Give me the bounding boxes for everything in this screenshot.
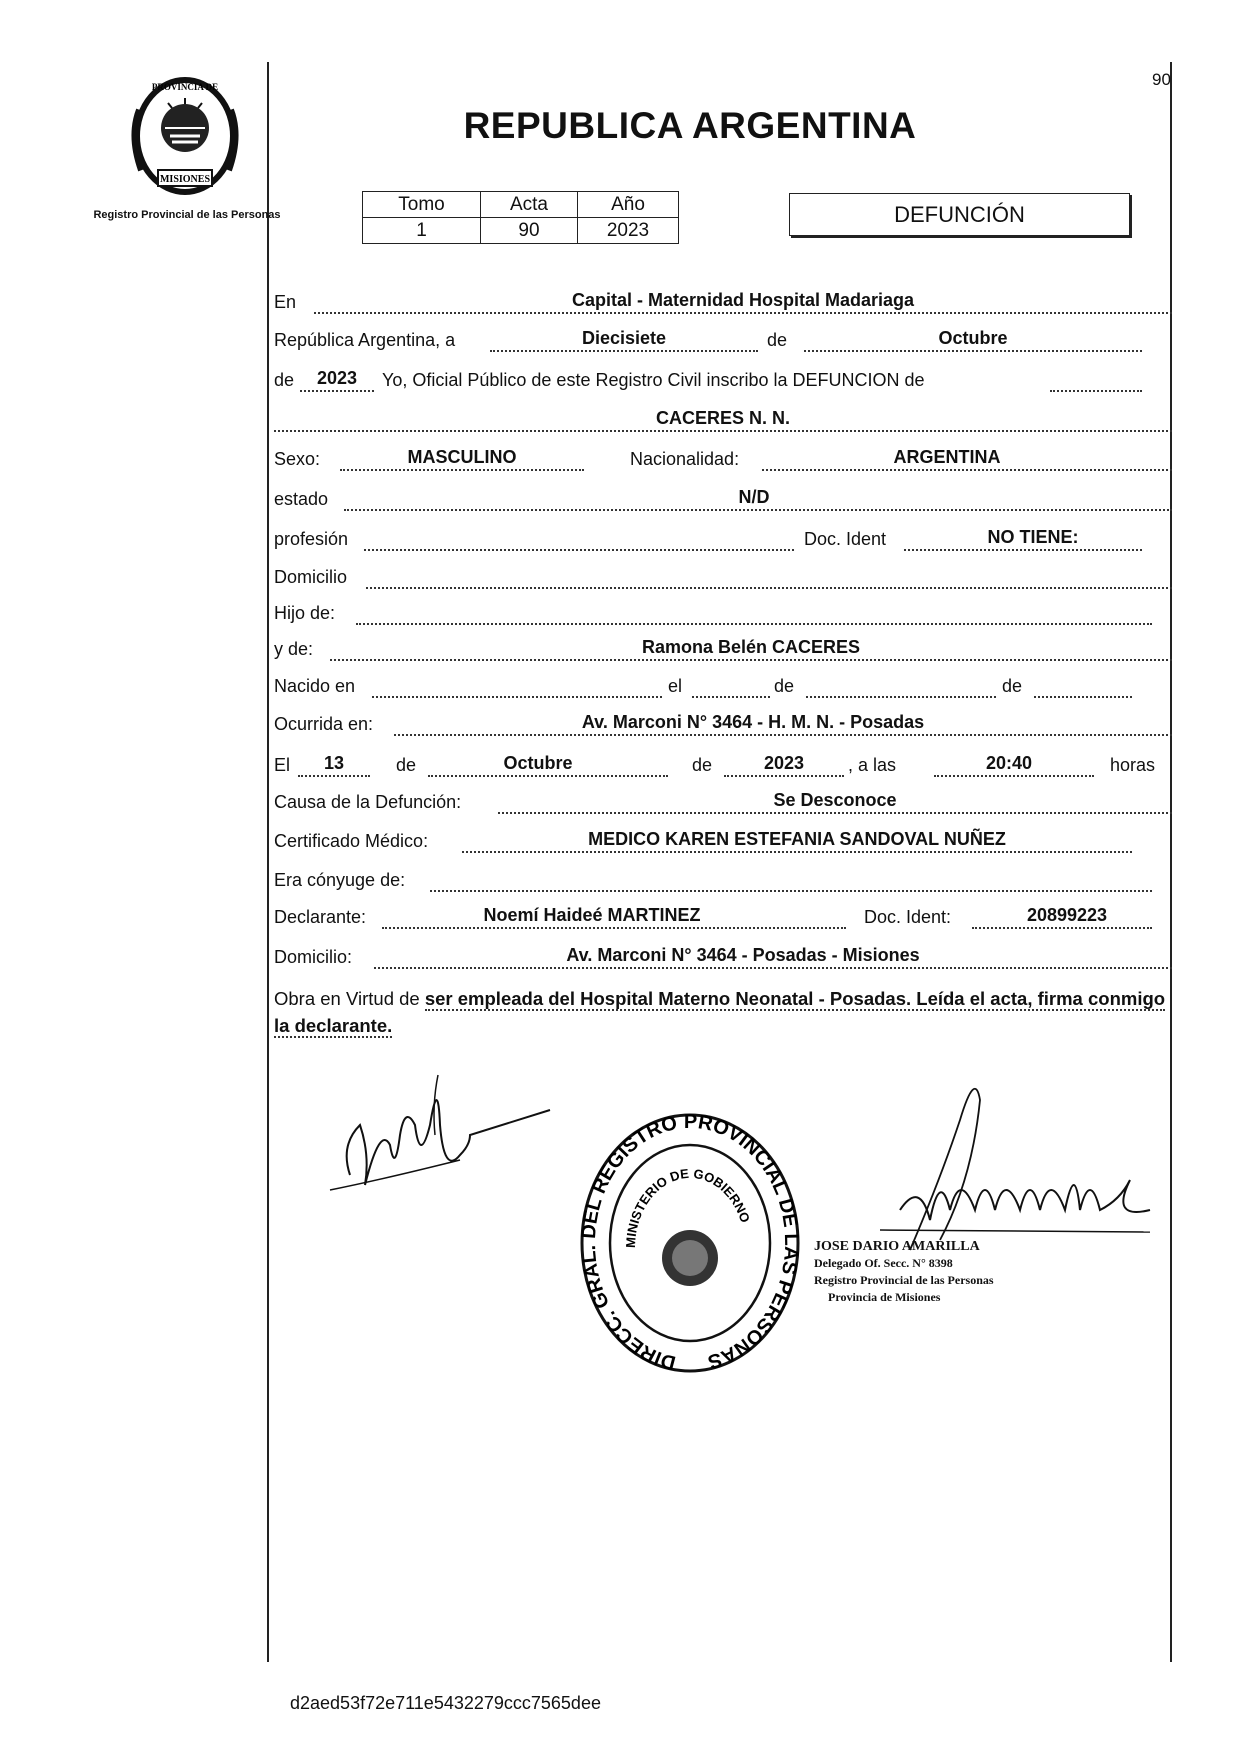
month-value: Octubre (938, 328, 1008, 348)
row-domicilio-declarante (274, 942, 1172, 972)
seal-outer-text: DIRECC. GRAL. DEL REGISTRO PROVINCIAL DE LAS PERSONAS (577, 1110, 803, 1374)
nacido-label: Nacido en (274, 676, 356, 696)
row-hijo (274, 598, 1172, 628)
obra-text: ser empleada del Hospital Materno Neonatal - Posadas. Leída el acta, firma conmigo la declarante. (274, 988, 1166, 1036)
official-stamp-text (814, 1238, 994, 1306)
tomo-value: 1 (363, 218, 481, 244)
row-profesion (274, 524, 1172, 554)
row-fecha-defuncion (274, 750, 1172, 780)
row-oficial (274, 365, 1172, 395)
domicilio-label: Domicilio (274, 567, 348, 587)
doc-ident-label: Doc. Ident (804, 529, 887, 549)
causa-label: Causa de la Defunción: (274, 792, 462, 812)
declarante-doc-label: Doc. Ident: (864, 907, 952, 927)
death-time: 20:40 (985, 753, 1033, 773)
row-estado (274, 484, 1172, 514)
ocurrida-label: Ocurrida en: (274, 714, 374, 734)
hijo-label: Hijo de: (274, 603, 336, 623)
death-month: Octubre (503, 753, 573, 773)
row-declarante (274, 902, 1172, 932)
registry-caption: Registro Provincial de las Personas (93, 209, 281, 221)
day-words: Diecisiete (581, 328, 667, 348)
official-line3: Registro Provincial de las Personas (814, 1273, 994, 1287)
logo-top-text: PROVINCIA DE (151, 82, 219, 92)
nacionalidad-value: ARGENTINA (893, 447, 1001, 467)
causa-value: Se Desconoce (773, 790, 897, 810)
declarant-signature (320, 1065, 560, 1205)
row-deceased-name (274, 405, 1172, 435)
anio-value: 2023 (578, 218, 679, 244)
anio-header: Año (578, 192, 679, 218)
record-type-box (789, 193, 1130, 236)
page-number: 90 (1152, 70, 1171, 89)
de-label-2: de (274, 370, 295, 390)
declarante-doc-value: 20899223 (1026, 905, 1108, 925)
row-nacido (274, 671, 1172, 701)
obra-prefix: Obra en Virtud de (274, 988, 420, 1009)
misiones-shield-logo (120, 70, 250, 200)
row-sexo (274, 444, 1172, 474)
left-margin-line (267, 62, 269, 1662)
domicilio2-value: Av. Marconi N° 3464 - Posadas - Misiones (566, 945, 920, 965)
estado-label: estado (274, 489, 329, 509)
declarante-label: Declarante: (274, 907, 367, 927)
death-day: 13 (323, 753, 345, 773)
official-name: JOSE DARIO AMARILLA (814, 1239, 980, 1254)
acta-header: Acta (481, 192, 578, 218)
deceased-name: CACERES N. N. (655, 408, 790, 428)
sexo-value: MASCULINO (407, 447, 517, 467)
official-line2: Delegado Of. Secc. N° 8398 (814, 1256, 953, 1270)
de-label-1: de (767, 330, 788, 350)
certificado-value: MEDICO KAREN ESTEFANIA SANDOVAL NUÑEZ (588, 829, 1006, 849)
ocurrida-value: Av. Marconi N° 3464 - H. M. N. - Posadas (581, 712, 925, 732)
doc-ident-value: NO TIENE: (987, 527, 1079, 547)
row-causa (274, 787, 1172, 817)
death-de-label-1: de (396, 755, 417, 775)
y-de-label: y de: (274, 639, 314, 659)
row-conyuge (274, 865, 1172, 895)
domicilio2-label: Domicilio: (274, 947, 353, 967)
row-en (274, 287, 1172, 317)
profesion-label: profesión (274, 529, 349, 549)
row-y-de (274, 634, 1172, 664)
el2-label: El (274, 755, 291, 775)
oficial-text: Yo, Oficial Público de este Registro Civil inscribo la DEFUNCION de (382, 370, 925, 390)
death-de-label-2: de (692, 755, 713, 775)
year-value: 2023 (316, 368, 358, 388)
tomo-header: Tomo (363, 192, 481, 218)
horas-label: horas (1110, 755, 1156, 775)
mother-name: Ramona Belén CACERES (641, 637, 861, 657)
official-signature (880, 1060, 1160, 1260)
acta-value: 90 (481, 218, 578, 244)
conyuge-label: Era cónyuge de: (274, 870, 406, 890)
row-ocurrida (274, 709, 1172, 739)
document-title: REPUBLICA ARGENTINA (463, 105, 917, 146)
estado-value: N/D (738, 487, 770, 507)
republica-label: República Argentina, a (274, 330, 456, 350)
nacido-de-label-1: de (774, 676, 795, 696)
document-hash: d2aed53f72e711e5432279ccc7565dee (290, 1693, 601, 1713)
record-number-table (362, 191, 679, 244)
el-label: el (668, 676, 683, 696)
record-type: DEFUNCIÓN (894, 201, 1025, 227)
row-certificado (274, 826, 1172, 856)
nacionalidad-label: Nacionalidad: (630, 449, 740, 469)
sexo-label: Sexo: (274, 449, 321, 469)
seal-inner-text: MINISTERIO DE GOBIERNO (622, 1165, 753, 1249)
row-republica (274, 325, 1172, 355)
alas-label: , a las (848, 755, 897, 775)
official-line4: Provincia de Misiones (828, 1290, 941, 1304)
registry-seal (575, 1108, 805, 1378)
row-domicilio (274, 562, 1172, 592)
logo-bottom-text: MISIONES (159, 174, 211, 185)
obra-en-virtud-paragraph (274, 985, 1172, 1039)
declarante-value: Noemí Haideé MARTINEZ (483, 905, 701, 925)
place-value: Capital - Maternidad Hospital Madariaga (571, 290, 915, 310)
certificado-label: Certificado Médico: (274, 831, 429, 851)
death-year: 2023 (763, 753, 805, 773)
nacido-de-label-2: de (1002, 676, 1023, 696)
en-label: En (274, 292, 297, 312)
